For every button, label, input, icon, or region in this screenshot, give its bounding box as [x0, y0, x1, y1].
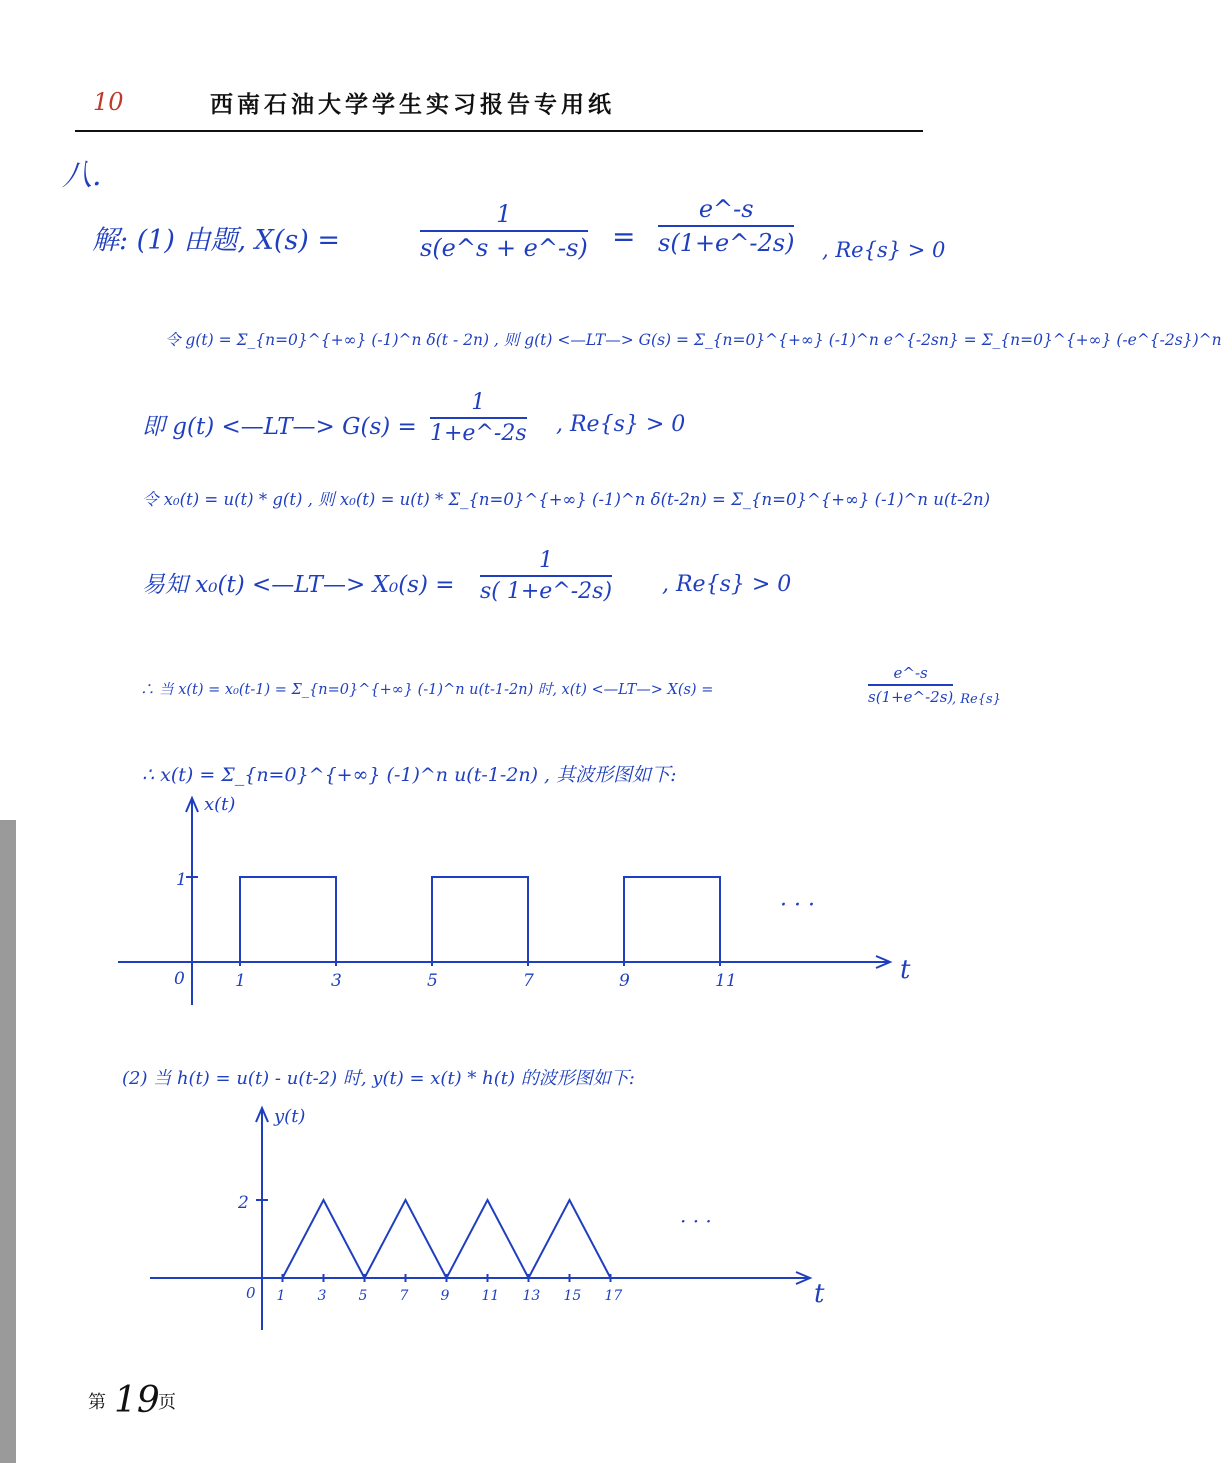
graph1-pulse-1	[240, 877, 336, 962]
line-1-frac1-den: s(e^s + e^-s)	[420, 234, 588, 262]
graph2-tick-label-5: 5	[358, 1288, 368, 1304]
graph2-tick-label-1: 1	[276, 1288, 286, 1304]
line-2: 令 g(t) = Σ_{n=0}^{+∞} (-1)^n δ(t - 2n) , 则 g(t) <—LT—> G(s) = Σ_{n=0}^{+∞} (-1)^n e^{-2sn} = Σ_{n=0}^{+∞} (-e^{-2s})^n	[165, 331, 1222, 349]
line-6-fraction	[868, 664, 953, 706]
graph2-origin: 0	[246, 1284, 256, 1302]
footer-prefix: 第	[88, 1392, 106, 1413]
graph2-triangle-2	[365, 1200, 447, 1278]
line-6-prefix: ∴ 当 x(t) = x₀(t-1) = Σ_{n=0}^{+∞} (-1)^n u(t-1-2n) 时, x(t) <—LT—> X(s) =	[140, 682, 714, 698]
line-1-frac1-num: 1	[420, 200, 588, 232]
graph1-ellipsis: · · ·	[780, 893, 815, 918]
graph2-ellipsis: · · ·	[680, 1209, 712, 1233]
graph2-ylabel: y(t)	[274, 1106, 306, 1127]
graph2-triangle-4	[529, 1200, 611, 1278]
line-1-equals: =	[612, 220, 636, 253]
footer-suffix: 页	[158, 1392, 176, 1413]
graph1-tick-label-5: 5	[427, 971, 438, 991]
line-1-frac2-den: s(1+e^-2s)	[658, 229, 795, 257]
line-1-frac2-num: e^-s	[658, 195, 794, 227]
line-1-prefix: 解: (1) 由题, X(s) =	[92, 225, 341, 256]
line-3-num: 1	[430, 390, 527, 419]
graph2-y-tick: 2	[238, 1193, 249, 1213]
line-7: ∴ x(t) = Σ_{n=0}^{+∞} (-1)^n u(t-1-2n) , 其波形图如下:	[142, 764, 677, 786]
line-5-num: 1	[480, 548, 612, 577]
scan-edge-shadow	[0, 820, 16, 1463]
line-5-fraction	[480, 548, 612, 604]
line-1-fraction-2	[658, 195, 794, 257]
graph2-triangle-1	[283, 1200, 365, 1278]
line-3-roc: , Re{s} > 0	[556, 412, 686, 437]
line-8: (2) 当 h(t) = u(t) - u(t-2) 时, y(t) = x(t) * h(t) 的波形图如下:	[122, 1068, 635, 1089]
graph1-tick-label-9: 9	[619, 971, 630, 991]
graph1-tick-label-11: 11	[715, 971, 737, 991]
line-5-den: s( 1+e^-2s)	[480, 579, 613, 604]
line-1-fraction-1	[420, 200, 588, 262]
graph2-tick-label-15: 15	[563, 1288, 582, 1304]
line-5-roc: , Re{s} > 0	[662, 572, 792, 597]
graph2-xlabel: t	[814, 1279, 825, 1309]
graph-x-of-t	[100, 790, 940, 1020]
graph-y-of-t	[140, 1100, 860, 1340]
graph1-tick-label-1: 1	[235, 971, 246, 991]
paper-title: 西南石油大学学生实习报告专用纸	[210, 92, 615, 118]
line-4: 令 x₀(t) = u(t) * g(t) , 则 x₀(t) = u(t) * Σ_{n=0}^{+∞} (-1)^n δ(t-2n) = Σ_{n=0}^{+∞} (-1)^n u(t-2n)	[142, 490, 991, 509]
graph2-triangles	[256, 1200, 611, 1278]
line-5-prefix: 易知 x₀(t) <—LT—> X₀(s) =	[142, 572, 455, 598]
problem-label: 八.	[62, 158, 102, 193]
handwritten-page-number: 10	[93, 88, 124, 116]
page-header	[75, 82, 923, 132]
graph2-tick-label-3: 3	[317, 1288, 327, 1304]
graph1-y-tick: 1	[176, 870, 187, 890]
graph1-pulse-3	[624, 877, 720, 962]
line-6-num: e^-s	[868, 664, 953, 686]
graph2-tick-label-11: 11	[481, 1288, 500, 1304]
graph1-pulses	[186, 877, 720, 962]
graph1-ylabel: x(t)	[204, 794, 236, 815]
line-3-fraction	[430, 390, 527, 446]
footer-page-number: 19	[114, 1380, 160, 1421]
line-1-roc: , Re{s} > 0	[822, 238, 946, 262]
graph2-tick-label-7: 7	[399, 1288, 409, 1304]
line-6-den: s(1+e^-2s)	[868, 688, 954, 706]
graph2-tick-label-9: 9	[440, 1288, 450, 1304]
graph2-tick-label-13: 13	[522, 1288, 541, 1304]
graph2-tick-label-17: 17	[604, 1288, 623, 1304]
graph1-tick-label-3: 3	[331, 971, 342, 991]
line-3-den: 1+e^-2s	[430, 421, 527, 446]
graph2-triangle-3	[447, 1200, 529, 1278]
graph1-pulse-2	[432, 877, 528, 962]
line-3-prefix: 即 g(t) <—LT—> G(s) =	[142, 414, 417, 440]
graph1-tick-label-7: 7	[523, 971, 534, 991]
line-6-roc: , Re{s}	[952, 692, 1001, 707]
graph1-origin: 0	[174, 969, 185, 989]
graph1-xlabel: t	[900, 955, 911, 985]
